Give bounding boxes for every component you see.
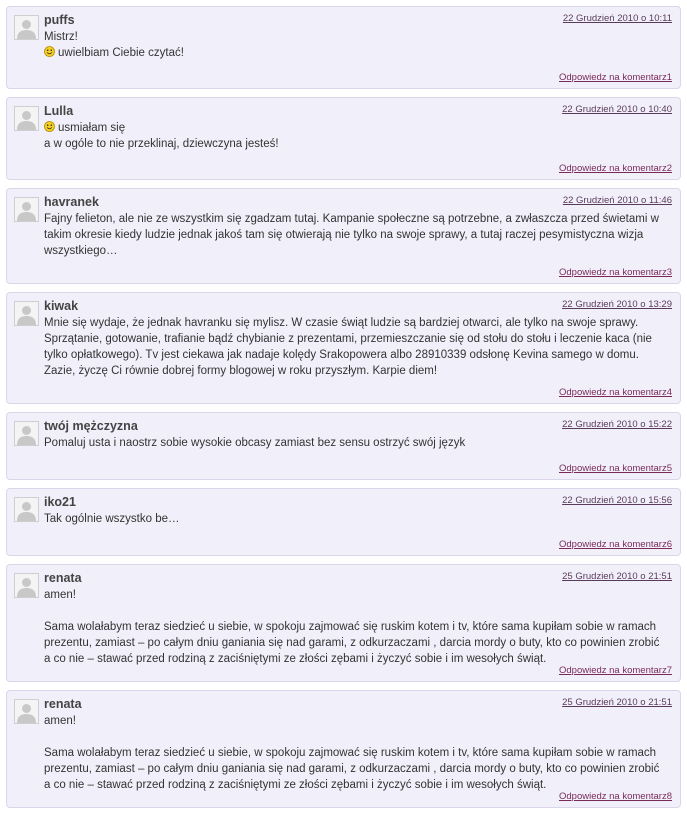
comment-text: Sama wolałabym teraz siedzieć u siebie, w spokoju zajmować się ruskim kotem i tv, które sama kupiłam sobie w ramach prezentu, zamiast – po całym dniu ganiania się nad garami, z odkurzaczami , darcia mordy o buty, kto co powinien zrobić a co nie – stawać przed rodziną z zaciśniętymi ze złości zębami i życzyć sobie i im wesołych świąt. (44, 621, 660, 665)
comment-author: Lulla (44, 104, 74, 118)
reply-link[interactable]: Odpowiedz na komentarz1 (558, 72, 672, 83)
comment (6, 292, 681, 404)
comment-author: renata (44, 571, 82, 585)
comment-body (44, 511, 666, 527)
comment-text: Pomaluj usta i naostrz sobie wysokie obcasy zamiast bez sensu ostrzyć swój język (44, 437, 466, 449)
user-silhouette-icon (15, 422, 38, 445)
comment (6, 6, 681, 89)
comment-text: Tak ogólnie wszystko be… (44, 513, 180, 525)
comment-body (44, 587, 666, 667)
comment-text: uwielbiam Ciebie czytać! (58, 47, 184, 59)
reply-link[interactable]: Odpowiedz na komentarz5 (558, 463, 672, 474)
reply-link[interactable]: Odpowiedz na komentarz6 (558, 539, 672, 550)
reply-link[interactable]: Odpowiedz na komentarz8 (558, 791, 672, 802)
comment (6, 564, 681, 682)
comment-text: Mnie się wydaje, że jednak havranku się mylisz. W czasie świąt ludzie są bardziej otwarci, ale tylko na swoje sprawy. Sprzątanie, gotowanie, trafianie bądź chybianie z prezentami, przemieszczanie się od stołu do stołu i leczenie kaca (nie tylko opłatkowego). Tv jest ciekawa jak nadaje kolędy Srakopowera albo 28910339 odsłonę Kevina samego w domu. Zazie, życzę Ci równie dobrej formy blogowej w roku przyszłym. Karpie diem! (44, 317, 652, 377)
comment-date-link[interactable]: 22 Grudzień 2010 o 15:56 (562, 495, 672, 506)
comment-author: kiwak (44, 299, 79, 313)
comment-body (44, 435, 666, 451)
avatar (14, 15, 39, 40)
comment-author: twój mężczyzna (44, 419, 138, 433)
comment-text: a w ogóle to nie przeklinaj, dziewczyna jesteś! (44, 138, 279, 150)
comment-author: iko21 (44, 495, 76, 509)
reply-link[interactable]: Odpowiedz na komentarz3 (558, 267, 672, 278)
reply-link[interactable]: Odpowiedz na komentarz2 (558, 163, 672, 174)
smiley-icon (44, 121, 55, 132)
comment-body (44, 29, 666, 61)
comment-body (44, 120, 666, 152)
user-silhouette-icon (15, 198, 38, 221)
comment (6, 488, 681, 556)
user-silhouette-icon (15, 16, 38, 39)
comment-text: Sama wolałabym teraz siedzieć u siebie, w spokoju zajmować się ruskim kotem i tv, które sama kupiłam sobie w ramach prezentu, zamiast – po całym dniu ganiania się nad garami, z odkurzaczami , darcia mordy o buty, kto co powinien zrobić a co nie – stawać przed rodziną z zaciśniętymi ze złości zębami i życzyć sobie i im wesołych świąt. (44, 747, 660, 791)
comment-author: havranek (44, 195, 99, 209)
reply-link[interactable]: Odpowiedz na komentarz7 (558, 665, 672, 676)
comment-text: amen! (44, 715, 76, 727)
user-silhouette-icon (15, 107, 38, 130)
comment-text: Fajny felieton, ale nie ze wszystkim się zgadzam tutaj. Kampanie społeczne są potrzebne, a zwłaszcza przed świetami w takim okresie kiedy ludzie jednak jakoś tam się otwierają nie tylko na swoje sprawy, a tutaj raczej pesymistyczna wizja wszystkiego… (44, 213, 659, 257)
comment-date-link[interactable]: 22 Grudzień 2010 o 15:22 (562, 419, 672, 430)
comment (6, 188, 681, 284)
comment-date-link[interactable]: 25 Grudzień 2010 o 21:51 (562, 571, 672, 582)
avatar (14, 573, 39, 598)
comment (6, 97, 681, 180)
comment-date-link[interactable]: 22 Grudzień 2010 o 11:46 (562, 195, 672, 206)
comment (6, 412, 681, 480)
avatar (14, 106, 39, 131)
comment-text-line (44, 45, 666, 61)
reply-link[interactable]: Odpowiedz na komentarz4 (558, 387, 672, 398)
comment-date-link[interactable]: 22 Grudzień 2010 o 10:40 (562, 104, 672, 115)
avatar (14, 301, 39, 326)
comment-date-link[interactable]: 25 Grudzień 2010 o 21:51 (562, 697, 672, 708)
avatar (14, 699, 39, 724)
comment-date-link[interactable]: 22 Grudzień 2010 o 13:29 (562, 299, 672, 310)
comment-text: Mistrz! (44, 31, 78, 43)
user-silhouette-icon (15, 700, 38, 723)
comment-body (44, 713, 666, 793)
comment-body (44, 211, 666, 259)
user-silhouette-icon (15, 302, 38, 325)
avatar (14, 497, 39, 522)
comment (6, 690, 681, 808)
comment-body (44, 315, 666, 379)
comment-text: amen! (44, 589, 76, 601)
comment-text: usmiałam się (58, 122, 126, 134)
avatar (14, 197, 39, 222)
avatar (14, 421, 39, 446)
smiley-icon (44, 46, 55, 57)
user-silhouette-icon (15, 498, 38, 521)
comment-author: renata (44, 697, 82, 711)
comment-text-line (44, 120, 666, 136)
user-silhouette-icon (15, 574, 38, 597)
comment-date-link[interactable]: 22 Grudzień 2010 o 10:11 (562, 13, 672, 24)
comment-author: puffs (44, 13, 75, 27)
